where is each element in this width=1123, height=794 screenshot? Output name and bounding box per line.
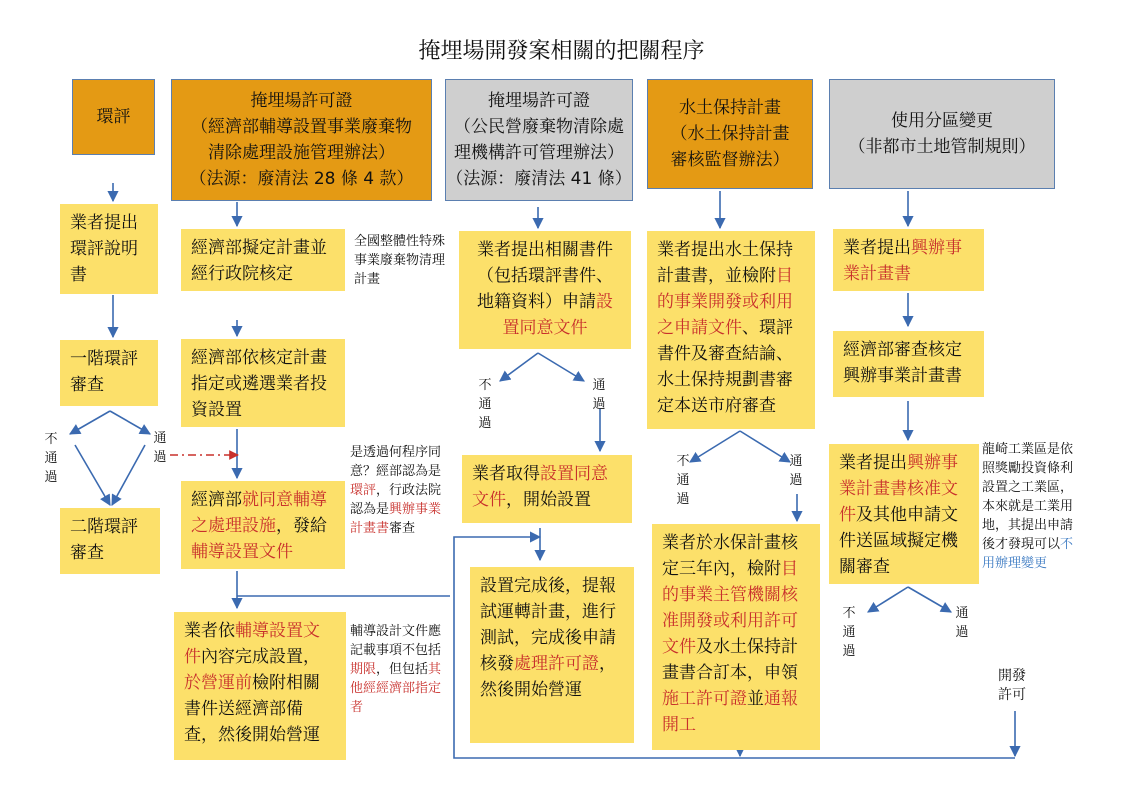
text-span-red: 其他經經濟部指定者 — [350, 662, 442, 715]
arrow-c1-to-b3-left — [75, 445, 110, 505]
c2-note-guidance-doc — [350, 622, 446, 717]
arrow-c4-no — [690, 431, 740, 462]
text-span: 設置完成後，提報試運轉計畫，進行測試，完成後申請核發 — [480, 576, 616, 674]
text-span: 業者提出 — [839, 453, 907, 473]
header-eia-label: 環評 — [96, 107, 131, 127]
arrow-c3-pass — [538, 353, 584, 381]
text-span-red: 就同意輔導之處理設施 — [191, 490, 327, 536]
c1-second-stage-review: 二階環評審查 — [60, 508, 160, 574]
text-span-red: 施工許可證 — [662, 689, 747, 709]
c1-pass-label: 通過 — [153, 431, 167, 465]
text-span-red: 輔導設置文件 — [184, 621, 320, 667]
text-span-red: 設置同意文件 — [472, 464, 608, 510]
text-span-red: 設置同意文件 — [502, 292, 613, 338]
text-span: ，開始設置 — [506, 490, 591, 510]
header-zoning-change — [829, 79, 1055, 189]
c3-apply-consent — [459, 231, 631, 349]
text-span: 龍崎工業區是依照獎勵投資條利設置之工業區，本來就是工業用地，其提出申請後才發現可以 — [982, 442, 1074, 552]
c4-soil-water-plan — [647, 231, 815, 429]
c5-regional-review — [829, 444, 979, 584]
arrow-c1-to-b3-right — [112, 445, 145, 505]
text-span: ，發給 — [276, 516, 327, 536]
c5-development-permit: 開發許可 — [998, 668, 1026, 703]
text-span-blue: 不用辦理變更 — [982, 537, 1074, 571]
c5-pass-label: 通過 — [955, 606, 969, 640]
arrow-c3-no — [500, 353, 538, 381]
c4-pass-label: 通過 — [789, 454, 803, 488]
text-span: ，但包括 — [376, 662, 429, 677]
text-span: 檢附相關書件送經濟部備查，然後開始營運 — [184, 673, 320, 745]
c4-no-label: 不通過 — [676, 454, 690, 507]
header-line: （水土保持計畫 — [670, 124, 790, 144]
text-span: 並 — [747, 689, 764, 709]
header-line: 理機構許可管理辦法） — [454, 143, 624, 163]
text-span-red: 興辦事業計畫書核准文件 — [839, 453, 958, 525]
text-span: 及水土保持計畫書合訂本，申領 — [662, 637, 798, 683]
text-span-red: 於營運前 — [184, 673, 252, 693]
text-span-red: 環評 — [350, 483, 377, 498]
header-soil-water — [647, 79, 813, 189]
c2-moea-approve — [181, 481, 345, 569]
diagram-title: 掩埋場開發案相關的把關程序 — [418, 39, 705, 64]
text-span: 業者提出 — [843, 238, 911, 258]
text-span: 經濟部 — [191, 490, 242, 510]
text-span-red: 處理許可證 — [514, 654, 599, 674]
text-span: 審查 — [389, 521, 416, 536]
text-span: 業者依 — [184, 621, 235, 641]
c3-no-label: 不通過 — [478, 378, 492, 431]
c1-eia-statement: 業者提出環評說明書 — [60, 204, 158, 294]
text-span: 內容完成設置， — [201, 647, 320, 667]
text-span-red: 興辦事業計畫書 — [843, 238, 962, 284]
text-span-red: 通報開工 — [662, 689, 798, 735]
c3-trial-operation — [470, 567, 634, 743]
text-span: ，行政法院認為是 — [350, 483, 442, 517]
header-line: （公民營廢棄物清除處 — [454, 117, 624, 137]
header-line: （經濟部輔導設置事業廢棄物 — [191, 117, 412, 137]
text-span-red: 輔導設置文件 — [191, 542, 293, 562]
text-span-red: 興辦事業計畫書 — [350, 502, 442, 536]
header-line: 清除處理設施管理辦法） — [208, 143, 395, 163]
arrow-c4-pass — [740, 431, 790, 462]
header-line: 使用分區變更 — [891, 111, 993, 131]
header-line: （非都市土地管制規則） — [848, 137, 1036, 157]
arrow-c5-pass — [908, 587, 951, 612]
header-line: 水土保持計畫 — [679, 98, 781, 118]
c2-moea-plan: 經濟部擬定計畫並經行政院核定 — [181, 229, 345, 291]
c5-no-label: 不通過 — [842, 606, 856, 659]
header-line: 掩埋場許可證 — [250, 91, 353, 111]
header-line: （法源：廢清法 41 條） — [446, 169, 632, 189]
header-line: 掩埋場許可證 — [488, 91, 590, 111]
header-landfill-permit-private — [445, 79, 633, 201]
header-landfill-permit-moea — [171, 79, 432, 201]
header-eia — [72, 79, 155, 155]
text-span-red: 目的事業主管機關核准開發或利用許可文件 — [662, 559, 798, 657]
text-span: ，然後開始營運 — [480, 654, 616, 700]
header-line: 審核監督辦法） — [670, 150, 790, 170]
c3-pass-label: 通過 — [592, 378, 606, 412]
text-span: 及其他申請文件送區域擬定機關審查 — [839, 505, 958, 577]
text-span: 業者取得 — [472, 464, 540, 484]
text-span-red: 期限 — [350, 662, 377, 677]
c4-construction-permit — [652, 524, 820, 750]
text-span: 、環評書件及審查結論、水土保持規劃書審定本送市府審查 — [657, 318, 793, 416]
c1-first-stage-review: 一階環評審查 — [60, 340, 158, 406]
c3-obtain-consent — [462, 455, 632, 523]
c1-no-label: 不通過 — [44, 432, 58, 485]
text-span: 業者提出相關書件（包括環評書件、地籍資料）申請 — [477, 240, 613, 312]
c5-moea-review: 經濟部審查核定興辦事業計畫書 — [833, 331, 984, 397]
c2-note-national-plan: 全國整體性特殊事業廢棄物清理計畫 — [354, 234, 446, 287]
text-span: 業者於水保計畫核定三年內，檢附 — [662, 533, 798, 579]
header-line: （法源：廢清法 28 條 4 款） — [189, 169, 414, 189]
c2-moea-designate: 經濟部依核定計畫指定或遴選業者投資設置 — [181, 339, 345, 427]
c5-business-plan — [833, 229, 984, 291]
c2-operator-complete — [174, 612, 346, 760]
c2-note-procedure — [350, 443, 448, 538]
text-span: 輔導設計文件應記載事項不包括 — [350, 624, 442, 658]
arrow-c1-no — [70, 411, 110, 434]
text-span: 是透過何程序同意？經部認為是 — [350, 445, 442, 479]
text-span: 業者提出水土保持計畫書，並檢附 — [657, 240, 793, 286]
arrow-c1-pass — [110, 411, 150, 434]
text-span-red: 目的事業開發或利用之申請文件 — [657, 266, 793, 338]
arrow-c5-no — [868, 587, 908, 612]
c5-note-longqi — [982, 440, 1078, 573]
